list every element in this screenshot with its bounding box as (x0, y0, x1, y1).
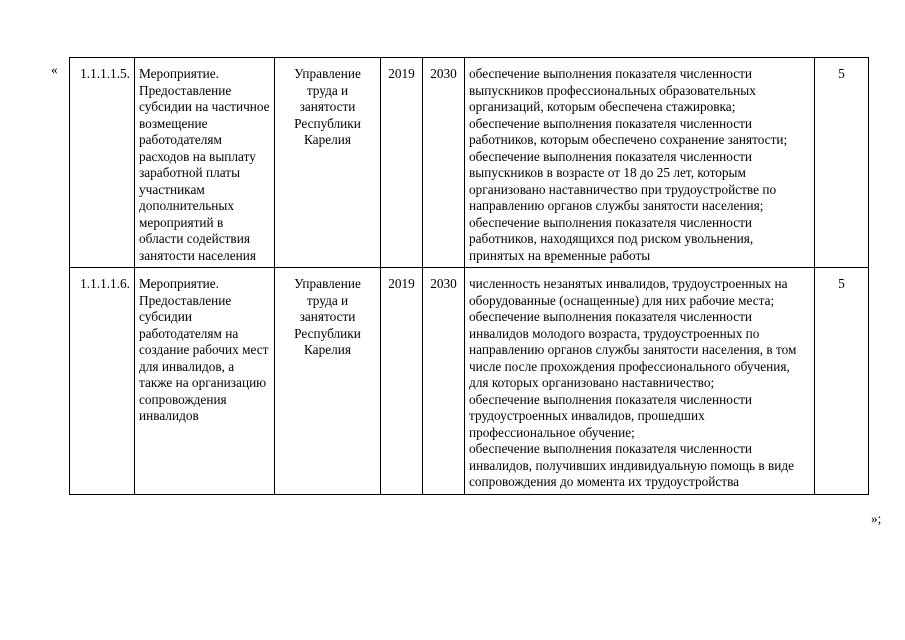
measure-description: Мероприятие. Предоставление субсидии работодателям на создание рабочих мест для инвалидов, а также на организацию сопровождения инвалидов (135, 268, 275, 495)
indicator-text: обеспечение выполнения показателя численности выпускников профессиональных образовательных организаций, которым обеспечена стажировка; (469, 66, 756, 114)
measure-number: 1.1.1.1.6. (70, 268, 135, 495)
table-row (70, 58, 869, 268)
measure-number: 1.1.1.1.5. (70, 58, 135, 268)
indicator-text: обеспечение выполнения показателя численности выпускников в возрасте от 18 до 25 лет, которым организовано наставничество при трудоустройстве по направлению органов службы занятости населения; (469, 148, 777, 213)
indicator-reference: 5 (815, 268, 869, 495)
indicator-text: численность незанятых инвалидов, трудоустроенных на оборудованные (оснащенные) для них рабочие места; (469, 276, 788, 308)
responsible-agency: Управление труда и занятости Республики Карелия (275, 268, 381, 495)
end-year: 2030 (423, 58, 465, 268)
opening-quote: « (51, 62, 58, 77)
indicator-text: обеспечение выполнения показателя численности инвалидов, получивших индивидуальную помощь в виде сопровождения до момента их трудоустройства (469, 441, 795, 489)
indicator-reference: 5 (815, 58, 869, 268)
indicator-text: обеспечение выполнения показателя численности работников, которым обеспечено сохранение занятости; (469, 115, 788, 147)
indicator-text: обеспечение выполнения показателя численности трудоустроенных инвалидов, прошедших профессиональное обучение; (469, 391, 753, 440)
indicator-text: обеспечение выполнения показателя численности инвалидов молодого возраста, трудоустроенных по направлению органов службы занятости населения, в том числе после прохождения профессионального обучения, для которых организовано наставничество; (469, 309, 797, 390)
closing-quote: »; (871, 511, 882, 526)
program-measures-table (69, 57, 869, 495)
responsible-agency: Управление труда и занятости Республики Карелия (275, 58, 381, 268)
measure-description: Мероприятие. Предоставление субсидии на частичное возмещение работодателям расходов на выплату заработной платы участникам дополнительных мероприятий в области содействия занятости населения (135, 58, 275, 268)
start-year: 2019 (381, 58, 423, 268)
indicators-cell (465, 58, 815, 268)
table-row (70, 268, 869, 495)
indicators-cell (465, 268, 815, 495)
end-year: 2030 (423, 268, 465, 495)
indicator-text: обеспечение выполнения показателя численности работников, находящихся под риском увольнения, принятых на временные работы (469, 214, 754, 263)
start-year: 2019 (381, 268, 423, 495)
